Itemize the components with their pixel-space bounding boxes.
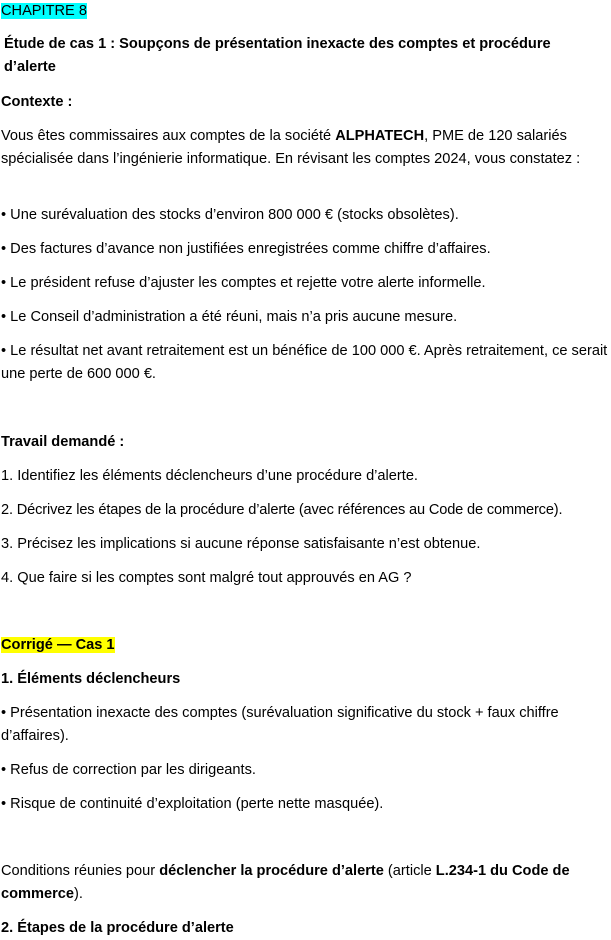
context-bullet: • Le résultat net avant retraitement est un bénéfice de 100 000 €. Après retraitement, ce serait une perte de 600 000 €. [1,343,608,382]
section1-bullet: • Présentation inexacte des comptes (surévaluation significative du stock + faux chiffre d’affaires). [1,705,559,744]
question-item: 1. Identifiez les éléments déclencheurs d’une procédure d’alerte. [1,468,418,484]
conditions-middle: (article [383,863,436,879]
conditions-paragraph [1,860,609,905]
conditions-bold-procedure: déclencher la procédure d’alerte [159,863,384,879]
question-item: 3. Précisez les implications si aucune réponse satisfaisante n’est obtenue. [1,536,481,552]
context-intro [1,125,609,170]
context-intro-after: , PME de 120 salariés spécialisée dans l’ingénierie informatique. En révisant les comptes 2024, vous constatez : [1,128,581,167]
chapter-highlight: CHAPITRE 8 [1,3,87,19]
conditions-before: Conditions réunies pour [1,863,160,879]
section1-heading: 1. Éléments déclencheurs [1,671,181,687]
corrige-heading [1,634,609,657]
question-item: 4. Que faire si les comptes sont malgré tout approuvés en AG ? [1,570,412,586]
context-bullet: • Le Conseil d’administration a été réuni, mais n’a pris aucune mesure. [1,309,458,325]
question-item: 2. Décrivez les étapes de la procédure d’alerte (avec références au Code de commerce). [1,502,563,518]
section1-bullet: • Refus de correction par les dirigeants. [1,762,256,778]
context-bullet: • Une surévaluation des stocks d’environ 800 000 € (stocks obsolètes). [1,207,459,223]
case-title: Étude de cas 1 : Soupçons de présentation inexacte des comptes et procédure d’alerte [4,36,551,75]
context-bullet: • Le président refuse d’ajuster les comptes et rejette votre alerte informelle. [1,275,486,291]
context-intro-before: Vous êtes commissaires aux comptes de la société [1,128,336,144]
conditions-bold-article: L.234-1 du Code de commerce [1,863,570,902]
section2-heading: 2. Étapes de la procédure d’alerte [1,920,234,936]
company-name: ALPHATECH [335,128,425,144]
work-heading: Travail demandé : [1,434,125,450]
chapter-label [1,0,609,23]
conditions-after: ). [74,885,83,902]
context-bullet: • Des factures d’avance non justifiées enregistrées comme chiffre d’affaires. [1,241,491,257]
context-heading: Contexte : [1,94,73,110]
section1-bullet: • Risque de continuité d’exploitation (perte nette masquée). [1,796,384,812]
corrige-highlight: Corrigé — Cas 1 [1,637,115,653]
